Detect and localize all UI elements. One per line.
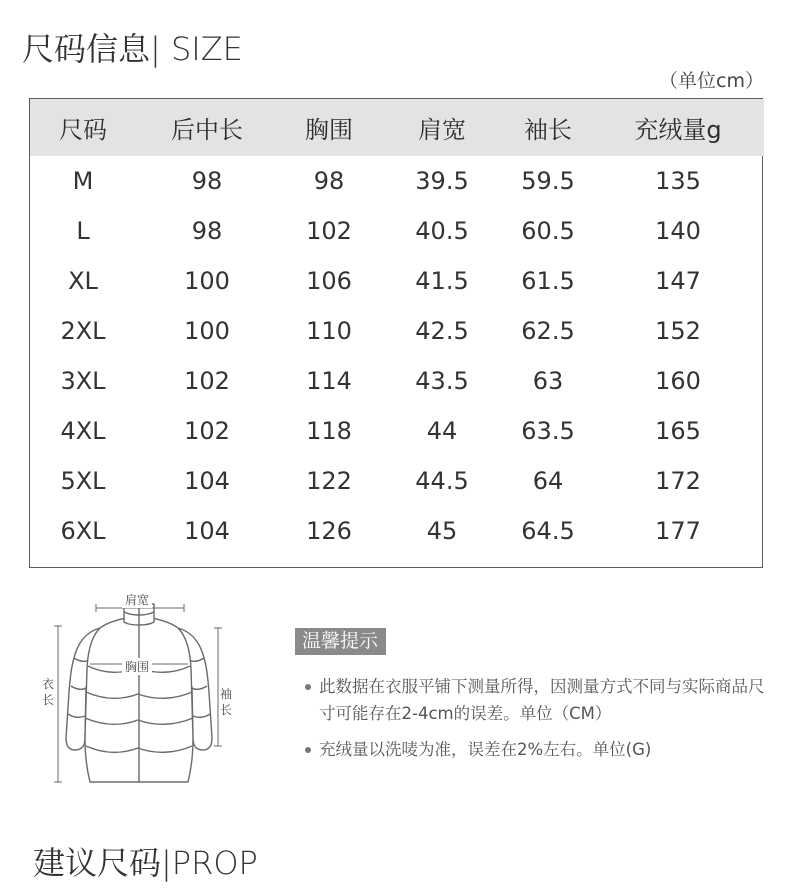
table-cell: 100: [184, 317, 230, 345]
table-cell: 114: [306, 367, 352, 395]
table-cell: 63: [532, 367, 564, 395]
tips-tag: 温馨提示: [295, 628, 386, 655]
table-cell: 64: [532, 467, 564, 495]
table-cell: 45: [426, 517, 458, 545]
table-row: [30, 506, 764, 556]
body-length-label: 衣长: [42, 677, 55, 707]
table-cell: 135: [655, 167, 701, 195]
column-header-down-fill: 充绒量g: [592, 99, 764, 156]
table-cell: 104: [184, 467, 230, 495]
chest-label: 胸围: [122, 658, 152, 675]
column-header-chest: 胸围: [278, 99, 380, 156]
size-info-title: 尺码信息| SIZE: [22, 30, 243, 68]
bullet-icon: [305, 684, 311, 690]
table-cell: L: [76, 217, 90, 245]
tip-text: 充绒量以洗唛为准，误差在2%左右。单位(G): [319, 740, 652, 759]
table-cell: 98: [313, 167, 345, 195]
table-cell: 44: [426, 417, 458, 445]
table-cell: 104: [184, 517, 230, 545]
table-row: [30, 256, 764, 306]
recommend-size-title: 建议尺码|PROP: [33, 844, 258, 882]
table-cell: 126: [306, 517, 352, 545]
table-cell: 122: [306, 467, 352, 495]
table-header-row: [30, 99, 764, 156]
table-cell: 110: [306, 317, 352, 345]
table-cell: 60.5: [521, 217, 575, 245]
table-cell: 102: [306, 217, 352, 245]
table-cell: 43.5: [415, 367, 469, 395]
table-cell: 100: [184, 267, 230, 295]
tips-list: [295, 673, 775, 763]
size-table: [29, 98, 763, 568]
table-cell: 165: [655, 417, 701, 445]
sleeve-length-label: 袖长: [220, 687, 233, 717]
unit-note: （单位cm）: [659, 70, 764, 92]
table-cell: 2XL: [60, 317, 106, 345]
jacket-measurement-diagram: [38, 588, 238, 790]
jacket-illustration: [38, 588, 238, 790]
tip-text: 此数据在衣服平铺下测量所得，因测量方式不同与实际商品尺寸可能存在2-4cm的误差。单位（CM）: [319, 677, 765, 723]
table-row: [30, 206, 764, 256]
table-row: [30, 356, 764, 406]
table-cell: 102: [184, 367, 230, 395]
table-cell: M: [72, 167, 94, 195]
tips-section: [295, 628, 775, 772]
bullet-icon: [305, 747, 311, 753]
table-cell: 3XL: [60, 367, 106, 395]
table-cell: 177: [655, 517, 701, 545]
table-cell: 61.5: [521, 267, 575, 295]
table-row: [30, 306, 764, 356]
table-row: [30, 406, 764, 456]
table-cell: 152: [655, 317, 701, 345]
table-cell: 106: [306, 267, 352, 295]
table-row: [30, 456, 764, 506]
table-cell: 64.5: [521, 517, 575, 545]
table-cell: 39.5: [415, 167, 469, 195]
table-cell: 98: [191, 217, 223, 245]
table-cell: 4XL: [60, 417, 106, 445]
table-cell: 41.5: [415, 267, 469, 295]
table-cell: 42.5: [415, 317, 469, 345]
table-cell: 62.5: [521, 317, 575, 345]
tip-item: [295, 736, 775, 763]
column-header-sleeve: 袖长: [504, 99, 592, 156]
table-cell: 6XL: [60, 517, 106, 545]
table-cell: 40.5: [415, 217, 469, 245]
tip-item: [295, 673, 775, 727]
table-row: [30, 156, 764, 206]
table-cell: 140: [655, 217, 701, 245]
table-cell: XL: [68, 267, 98, 295]
table-cell: 147: [655, 267, 701, 295]
column-header-shoulder: 肩宽: [380, 99, 504, 156]
table-cell: 172: [655, 467, 701, 495]
column-header-size: 尺码: [30, 99, 136, 156]
shoulder-label: 肩宽: [122, 591, 152, 608]
table-cell: 102: [184, 417, 230, 445]
column-header-back-length: 后中长: [136, 99, 278, 156]
table-cell: 98: [191, 167, 223, 195]
table-cell: 59.5: [521, 167, 575, 195]
table-cell: 5XL: [60, 467, 106, 495]
table-cell: 118: [306, 417, 352, 445]
table-cell: 63.5: [521, 417, 575, 445]
table-cell: 160: [655, 367, 701, 395]
table-cell: 44.5: [415, 467, 469, 495]
